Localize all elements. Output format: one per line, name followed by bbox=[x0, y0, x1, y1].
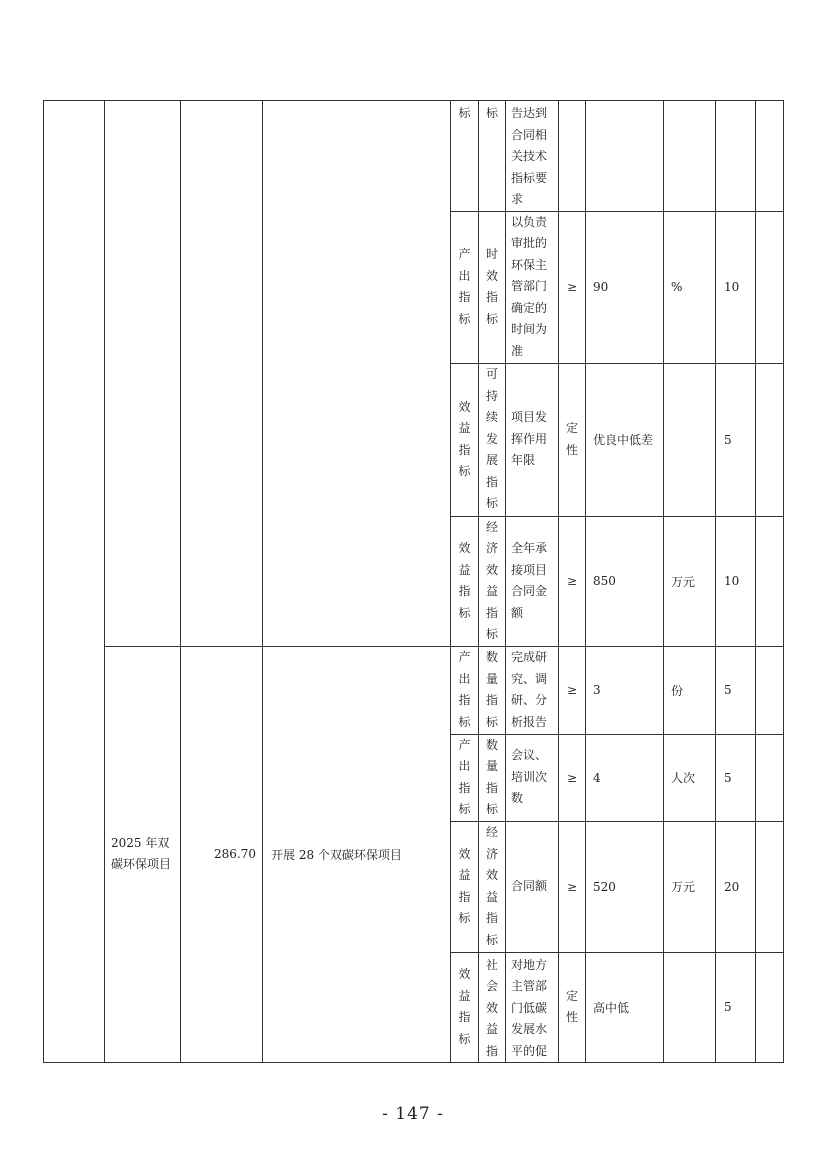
target-value bbox=[586, 101, 664, 212]
target-value: 520 bbox=[586, 821, 664, 952]
operator: ≥ bbox=[559, 516, 586, 646]
table-row bbox=[44, 101, 784, 212]
operator: 定性 bbox=[559, 363, 586, 516]
table-row bbox=[44, 646, 784, 734]
page-number: - 147 - bbox=[382, 1104, 444, 1124]
level2-indicator: 可持续发展指标 bbox=[479, 363, 506, 516]
score: 10 bbox=[716, 211, 756, 363]
level1-indicator: 效益指标 bbox=[451, 516, 479, 646]
level2-indicator: 数量指标 bbox=[479, 646, 506, 734]
unit bbox=[664, 363, 716, 516]
level2-indicator: 经济效益指标 bbox=[479, 516, 506, 646]
level3-indicator: 完成研究、调研、分析报告 bbox=[506, 646, 559, 734]
level3-indicator: 告达到合同相关技术指标要求 bbox=[506, 101, 559, 212]
target-value: 90 bbox=[586, 211, 664, 363]
target-value: 3 bbox=[586, 646, 664, 734]
level1-indicator: 产出指标 bbox=[451, 734, 479, 821]
level1-indicator: 产出指标 bbox=[451, 211, 479, 363]
project-goal: 开展 28 个双碳环保项目 bbox=[263, 646, 451, 1063]
score: 5 bbox=[716, 363, 756, 516]
remark-cell bbox=[756, 211, 784, 363]
operator: ≥ bbox=[559, 821, 586, 952]
level1-indicator: 效益指标 bbox=[451, 821, 479, 952]
operator: ≥ bbox=[559, 646, 586, 734]
operator bbox=[559, 101, 586, 212]
unit bbox=[664, 952, 716, 1063]
target-value: 优良中低差 bbox=[586, 363, 664, 516]
project-amount: 286.70 bbox=[181, 646, 263, 1063]
project-goal-cell-blank bbox=[263, 101, 451, 647]
remark-cell bbox=[756, 821, 784, 952]
level2-indicator: 数量指标 bbox=[479, 734, 506, 821]
operator: ≥ bbox=[559, 211, 586, 363]
remark-cell bbox=[756, 734, 784, 821]
unit: % bbox=[664, 211, 716, 363]
level2-indicator: 社会效益指 bbox=[479, 952, 506, 1063]
project-name-cell-blank bbox=[105, 101, 181, 647]
operator: 定性 bbox=[559, 952, 586, 1063]
remark-cell bbox=[756, 952, 784, 1063]
level3-indicator: 全年承接项目合同金额 bbox=[506, 516, 559, 646]
level1-indicator: 标 bbox=[451, 101, 479, 212]
score: 5 bbox=[716, 952, 756, 1063]
target-value: 850 bbox=[586, 516, 664, 646]
level2-indicator: 标 bbox=[479, 101, 506, 212]
level1-indicator: 效益指标 bbox=[451, 363, 479, 516]
project-name: 2025 年双碳环保项目 bbox=[105, 646, 181, 1063]
level3-indicator: 以负责审批的环保主管部门确定的时间为准 bbox=[506, 211, 559, 363]
level3-indicator: 会议、培训次数 bbox=[506, 734, 559, 821]
score: 20 bbox=[716, 821, 756, 952]
score: 5 bbox=[716, 646, 756, 734]
score bbox=[716, 101, 756, 212]
level2-indicator: 经济效益指标 bbox=[479, 821, 506, 952]
unit: 万元 bbox=[664, 821, 716, 952]
unit bbox=[664, 101, 716, 212]
level3-indicator: 对地方主管部门低碳发展水平的促 bbox=[506, 952, 559, 1063]
blank-cell bbox=[44, 101, 105, 1063]
level3-indicator: 合同额 bbox=[506, 821, 559, 952]
score: 10 bbox=[716, 516, 756, 646]
target-value: 4 bbox=[586, 734, 664, 821]
target-value: 高中低 bbox=[586, 952, 664, 1063]
unit: 人次 bbox=[664, 734, 716, 821]
remark-cell bbox=[756, 646, 784, 734]
level3-indicator: 项目发挥作用年限 bbox=[506, 363, 559, 516]
score: 5 bbox=[716, 734, 756, 821]
unit: 份 bbox=[664, 646, 716, 734]
remark-cell bbox=[756, 516, 784, 646]
remark-cell bbox=[756, 363, 784, 516]
remark-cell bbox=[756, 101, 784, 212]
operator: ≥ bbox=[559, 734, 586, 821]
unit: 万元 bbox=[664, 516, 716, 646]
project-amount-cell-blank bbox=[181, 101, 263, 647]
performance-indicator-table bbox=[43, 100, 784, 1063]
level2-indicator: 时效指标 bbox=[479, 211, 506, 363]
level1-indicator: 产出指标 bbox=[451, 646, 479, 734]
level1-indicator: 效益指标 bbox=[451, 952, 479, 1063]
